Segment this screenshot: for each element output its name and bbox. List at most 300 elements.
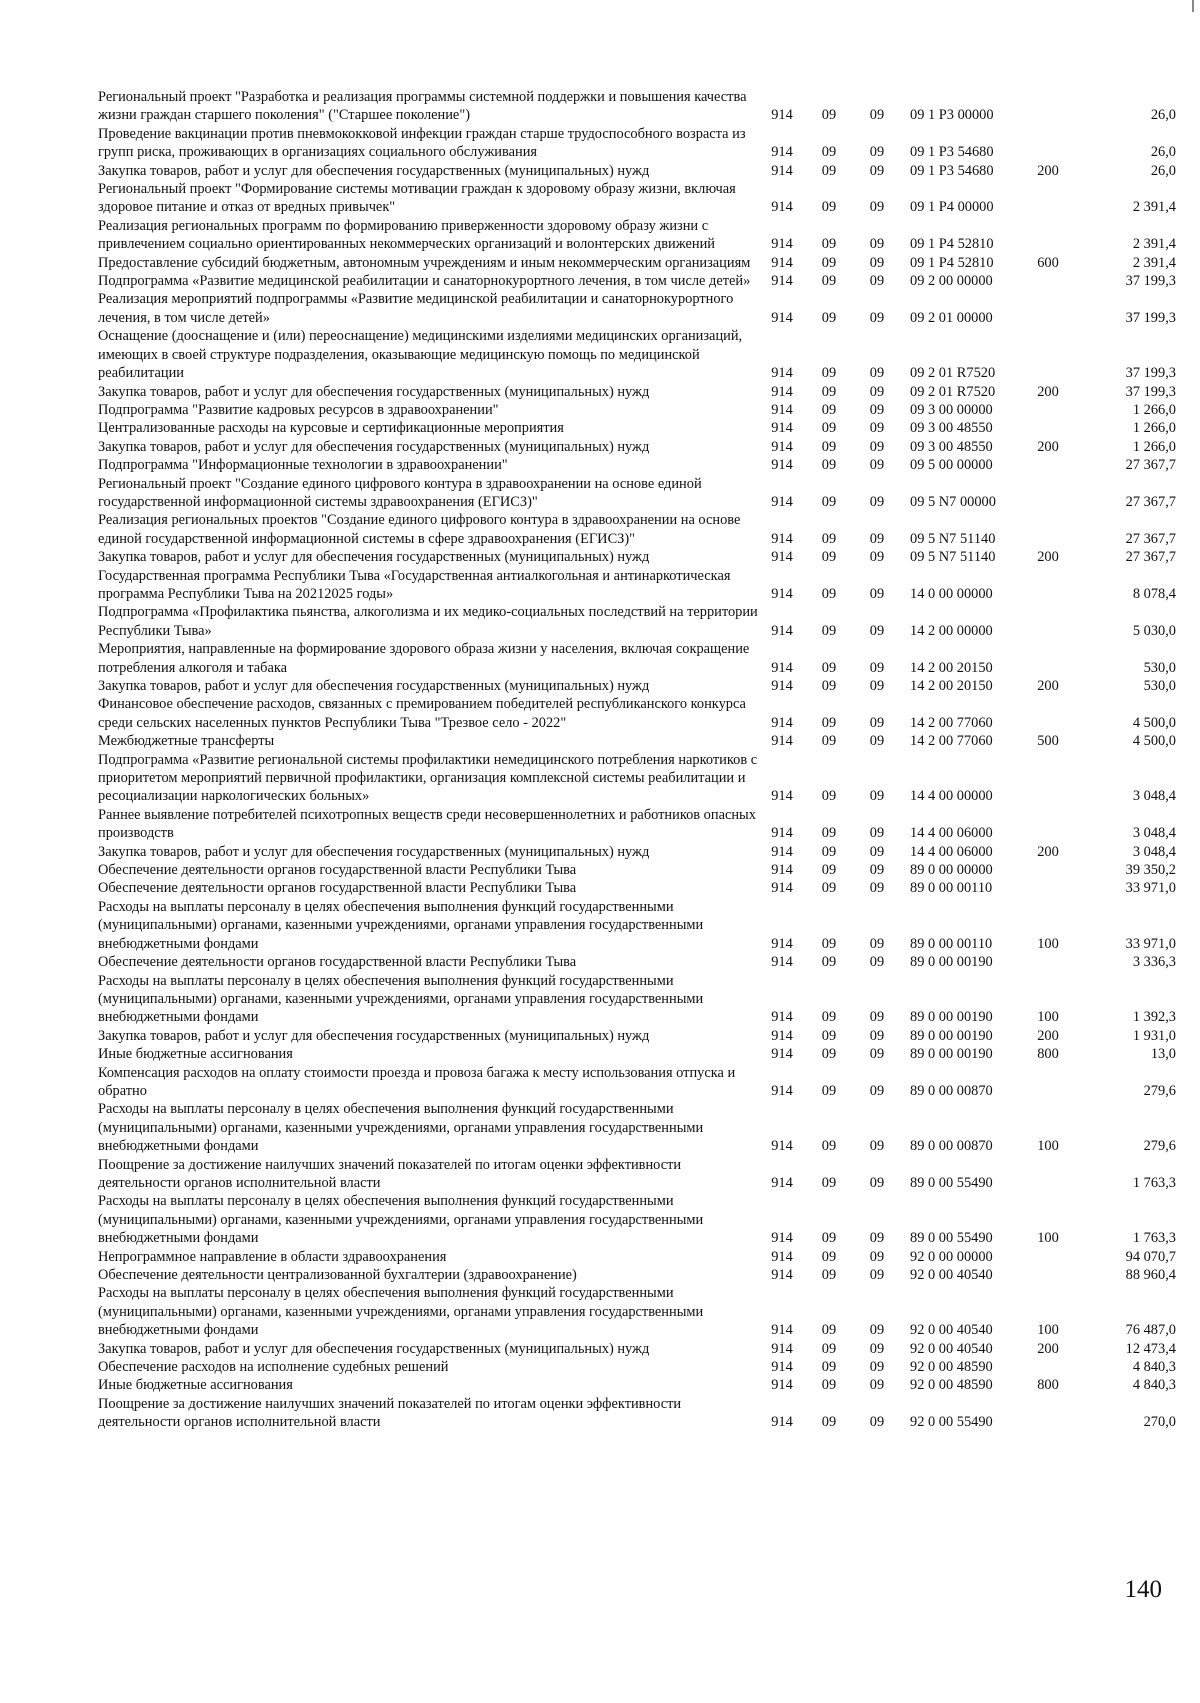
row-admin-code: 914 xyxy=(771,549,793,566)
row-target-article-code: 14 2 00 20150 xyxy=(910,659,993,676)
row-name: Расходы на выплаты персоналу в целях обеспечения выполнения функций государственными (муниципальными) органами, казенными учреждениями, органами управления государственными внебюджетными фондами xyxy=(98,898,704,952)
row-target-article-code: 89 0 00 00190 xyxy=(910,954,993,971)
row-name: Расходы на выплаты персоналу в целях обеспечения выполнения функций государственными (муниципальными) органами, казенными учреждениями, органами управления государственными внебюджетными фондами xyxy=(98,972,704,1026)
row-expense-type-code: 100 xyxy=(1037,1230,1059,1247)
row-amount: 37 199,3 xyxy=(1125,383,1176,400)
row-subsection-code: 09 xyxy=(869,1009,885,1026)
row-section-code: 09 xyxy=(821,714,837,731)
row-target-article-code: 09 2 01 R7520 xyxy=(910,365,996,382)
row-amount: 3 336,3 xyxy=(1132,954,1176,971)
row-section-code: 09 xyxy=(821,530,837,547)
table-row xyxy=(98,217,1176,254)
row-admin-code: 914 xyxy=(771,788,793,805)
row-name: Иные бюджетные ассигнования xyxy=(98,1046,293,1063)
row-expense-type-code xyxy=(1028,1064,1068,1101)
table-row xyxy=(98,1045,1176,1063)
row-admin-code: 914 xyxy=(771,236,793,253)
row-expense-type-code: 200 xyxy=(1037,678,1059,694)
table-row xyxy=(98,438,1176,456)
row-admin-code: 914 xyxy=(771,1009,793,1026)
row-section-code: 09 xyxy=(821,1414,837,1431)
row-admin-code: 914 xyxy=(771,733,793,750)
row-section-code: 09 xyxy=(821,1230,837,1247)
row-target-article-code: 89 0 00 00870 xyxy=(910,1082,993,1099)
table-row xyxy=(98,162,1176,180)
table-row xyxy=(98,272,1176,290)
budget-table-body xyxy=(98,88,1176,1432)
row-target-article-code: 09 5 N7 51140 xyxy=(910,530,996,547)
row-target-article-code: 89 0 00 00190 xyxy=(910,1027,993,1044)
row-amount: 1 266,0 xyxy=(1132,401,1176,418)
row-target-article-code: 09 1 P4 52810 xyxy=(910,236,994,253)
row-section-code: 09 xyxy=(821,309,837,326)
row-section-code: 09 xyxy=(821,678,837,694)
row-subsection-code: 09 xyxy=(869,1046,885,1063)
row-target-article-code: 14 2 00 00000 xyxy=(910,622,993,639)
row-subsection-code: 09 xyxy=(869,1082,885,1099)
row-section-code: 09 xyxy=(821,236,837,253)
row-admin-code: 914 xyxy=(771,1027,793,1044)
row-expense-type-code xyxy=(1028,567,1068,604)
row-admin-code: 914 xyxy=(771,1046,793,1063)
row-name: Реализация региональных проектов "Создание единого цифрового контура в здравоохранении на основе единой государственной информационной системы в сфере здравоохранения (ЕГИСЗ)" xyxy=(98,512,741,547)
row-amount: 1 266,0 xyxy=(1132,438,1176,455)
row-admin-code: 914 xyxy=(771,1174,793,1191)
row-admin-code: 914 xyxy=(771,1230,793,1247)
row-expense-type-code: 100 xyxy=(1037,935,1059,952)
row-name: Обеспечение деятельности органов государственной власти Республики Тыва xyxy=(98,954,577,971)
row-section-code: 09 xyxy=(821,107,837,124)
row-section-code: 09 xyxy=(821,733,837,750)
row-expense-type-code xyxy=(1028,879,1068,897)
row-expense-type-code xyxy=(1028,1266,1068,1284)
row-subsection-code: 09 xyxy=(869,1322,885,1339)
row-name: Подпрограмма "Информационные технологии в здравоохранении" xyxy=(98,457,508,474)
row-subsection-code: 09 xyxy=(869,530,885,547)
table-row xyxy=(98,843,1176,861)
row-subsection-code: 09 xyxy=(869,1174,885,1191)
budget-table xyxy=(98,88,1176,1432)
row-section-code: 09 xyxy=(821,880,837,897)
row-expense-type-code xyxy=(1028,751,1068,806)
row-amount: 1 763,3 xyxy=(1132,1174,1176,1191)
row-expense-type-code xyxy=(1028,1395,1068,1432)
row-admin-code: 914 xyxy=(771,1340,793,1357)
row-admin-code: 914 xyxy=(771,254,793,271)
row-section-code: 09 xyxy=(821,457,837,474)
row-target-article-code: 09 2 00 00000 xyxy=(910,273,993,290)
table-row xyxy=(98,1395,1176,1432)
row-section-code: 09 xyxy=(821,144,837,161)
row-admin-code: 914 xyxy=(771,365,793,382)
row-name: Реализация региональных программ по формированию приверженности здоровому образу жизни с привлечением социально ориентированных некоммерческих организаций и волонтерских движений xyxy=(98,217,715,253)
row-name: Закупка товаров, работ и услуг для обеспечения государственных (муниципальных) нужд xyxy=(98,678,650,694)
table-row xyxy=(98,1100,1176,1155)
table-row xyxy=(98,475,1176,512)
row-section-code: 09 xyxy=(821,954,837,971)
row-section-code: 09 xyxy=(821,401,837,418)
row-expense-type-code: 200 xyxy=(1037,438,1059,455)
row-subsection-code: 09 xyxy=(869,935,885,952)
row-expense-type-code xyxy=(1028,475,1068,512)
row-subsection-code: 09 xyxy=(869,714,885,731)
row-name: Поощрение за достижение наилучших значений показателей по итогам оценки эффективности деятельности органов исполнительной власти xyxy=(98,1395,682,1431)
row-admin-code: 914 xyxy=(771,862,793,879)
row-admin-code: 914 xyxy=(771,493,793,510)
row-name: Закупка товаров, работ и услуг для обеспечения государственных (муниципальных) нужд xyxy=(98,438,650,455)
row-amount: 1 763,3 xyxy=(1132,1230,1176,1247)
row-section-code: 09 xyxy=(821,862,837,879)
row-name: Межбюджетные трансферты xyxy=(98,733,275,750)
row-target-article-code: 89 0 00 00110 xyxy=(910,935,993,952)
row-name: Непрограммное направление в области здравоохранения xyxy=(98,1248,447,1265)
row-admin-code: 914 xyxy=(771,420,793,437)
table-row xyxy=(98,972,1176,1027)
row-section-code: 09 xyxy=(821,1082,837,1099)
row-amount: 12 473,4 xyxy=(1125,1340,1176,1357)
row-amount: 37 199,3 xyxy=(1125,273,1176,290)
row-target-article-code: 14 2 00 20150 xyxy=(910,678,993,694)
table-row xyxy=(98,1027,1176,1045)
row-name: Расходы на выплаты персоналу в целях обеспечения выполнения функций государственными (муниципальными) органами, казенными учреждениями, органами управления государственными внебюджетными фондами xyxy=(98,1101,704,1155)
row-name: Региональный проект "Создание единого цифрового контура в здравоохранении на основе единой государственной информационной системы здравоохранения (ЕГИСЗ)" xyxy=(98,475,702,510)
table-row xyxy=(98,1376,1176,1394)
row-subsection-code: 09 xyxy=(869,107,885,124)
row-expense-type-code xyxy=(1028,272,1068,290)
row-target-article-code: 09 1 P4 52810 xyxy=(910,254,994,271)
row-admin-code: 914 xyxy=(771,383,793,400)
row-admin-code: 914 xyxy=(771,401,793,418)
table-row xyxy=(98,1192,1176,1247)
row-subsection-code: 09 xyxy=(869,199,885,216)
row-name: Обеспечение деятельности централизованной бухгалтерии (здравоохранение) xyxy=(98,1267,577,1283)
row-name: Региональный проект "Разработка и реализация программы системной поддержки и повышения качества жизни граждан старшего поколения" ("Старшее поколение") xyxy=(98,89,747,124)
table-row xyxy=(98,861,1176,879)
row-amount: 2 391,4 xyxy=(1132,254,1176,271)
row-name: Закупка товаров, работ и услуг для обеспечения государственных (муниципальных) нужд xyxy=(98,162,650,179)
row-amount: 4 500,0 xyxy=(1132,733,1176,750)
row-expense-type-code: 100 xyxy=(1037,1138,1059,1155)
table-row xyxy=(98,180,1176,217)
row-name: Подпрограмма «Профилактика пьянства, алкоголизма и их медико-социальных последствий на территории Республики Тыва» xyxy=(98,604,758,639)
row-expense-type-code xyxy=(1028,401,1068,419)
row-name: Закупка товаров, работ и услуг для обеспечения государственных (муниципальных) нужд xyxy=(98,1340,650,1357)
row-admin-code: 914 xyxy=(771,1414,793,1431)
row-amount: 1 266,0 xyxy=(1132,420,1176,437)
row-target-article-code: 89 0 00 00870 xyxy=(910,1138,993,1155)
row-amount: 3 048,4 xyxy=(1132,825,1176,842)
row-name: Региональный проект "Формирование системы мотивации граждан к здоровому образу жизни, включая здоровое питание и отказ от вредных привычек" xyxy=(98,181,736,216)
row-amount: 2 391,4 xyxy=(1132,199,1176,216)
row-name: Подпрограмма "Развитие кадровых ресурсов в здравоохранении" xyxy=(98,401,499,418)
table-row xyxy=(98,640,1176,677)
row-target-article-code: 92 0 00 40540 xyxy=(910,1322,993,1339)
row-admin-code: 914 xyxy=(771,107,793,124)
row-admin-code: 914 xyxy=(771,1082,793,1099)
row-target-article-code: 09 1 P3 54680 xyxy=(910,162,994,179)
row-subsection-code: 09 xyxy=(869,236,885,253)
row-target-article-code: 92 0 00 00000 xyxy=(910,1248,993,1265)
row-expense-type-code: 200 xyxy=(1037,383,1059,400)
table-row xyxy=(98,254,1176,272)
row-subsection-code: 09 xyxy=(869,659,885,676)
row-subsection-code: 09 xyxy=(869,144,885,161)
row-name: Мероприятия, направленные на формирование здорового образа жизни у населения, включая сокращение потребления алкоголя и табака xyxy=(98,641,750,676)
row-subsection-code: 09 xyxy=(869,457,885,474)
row-amount: 3 048,4 xyxy=(1132,788,1176,805)
row-name: Проведение вакцинации против пневмококковой инфекции граждан старше трудоспособного возраста из групп риска, проживающих в организациях социального обслуживания xyxy=(98,125,746,161)
row-expense-type-code: 200 xyxy=(1037,162,1059,179)
row-amount: 270,0 xyxy=(1143,1414,1176,1431)
row-subsection-code: 09 xyxy=(869,1248,885,1265)
row-subsection-code: 09 xyxy=(869,365,885,382)
row-section-code: 09 xyxy=(821,199,837,216)
table-row xyxy=(98,603,1176,640)
table-row xyxy=(98,695,1176,732)
row-amount: 4 500,0 xyxy=(1132,714,1176,731)
row-expense-type-code xyxy=(1028,640,1068,677)
row-admin-code: 914 xyxy=(771,1267,793,1283)
row-section-code: 09 xyxy=(821,1359,837,1376)
row-subsection-code: 09 xyxy=(869,825,885,842)
row-section-code: 09 xyxy=(821,1340,837,1357)
row-name: Подпрограмма «Развитие медицинской реабилитации и санаторнокурортного лечения, в том числе детей» xyxy=(98,273,751,290)
row-amount: 27 367,7 xyxy=(1125,530,1176,547)
row-section-code: 09 xyxy=(821,1377,837,1394)
row-name: Подпрограмма «Развитие региональной системы профилактики немедицинского потребления наркотиков с приоритетом мероприятий первичной профилактики, организация комплексной системы реабилитации и ресоциализации наркологических больных» xyxy=(98,751,758,805)
row-section-code: 09 xyxy=(821,1009,837,1026)
row-expense-type-code xyxy=(1028,1358,1068,1376)
table-row xyxy=(98,567,1176,604)
row-amount: 33 971,0 xyxy=(1125,880,1176,897)
scan-artifact xyxy=(1192,0,1194,12)
table-row xyxy=(98,1248,1176,1266)
row-section-code: 09 xyxy=(821,549,837,566)
row-admin-code: 914 xyxy=(771,714,793,731)
row-target-article-code: 89 0 00 00190 xyxy=(910,1009,993,1026)
table-row xyxy=(98,953,1176,971)
row-subsection-code: 09 xyxy=(869,1340,885,1357)
row-name: Реализация мероприятий подпрограммы «Развитие медицинской реабилитации и санаторнокурортного лечения, в том числе детей» xyxy=(98,291,734,326)
row-expense-type-code: 600 xyxy=(1037,254,1059,271)
row-amount: 88 960,4 xyxy=(1125,1267,1176,1283)
row-admin-code: 914 xyxy=(771,1377,793,1394)
table-row xyxy=(98,1340,1176,1358)
row-expense-type-code xyxy=(1028,806,1068,843)
row-target-article-code: 14 2 00 77060 xyxy=(910,714,993,731)
row-expense-type-code xyxy=(1028,327,1068,382)
row-section-code: 09 xyxy=(821,1322,837,1339)
row-admin-code: 914 xyxy=(771,1248,793,1265)
row-section-code: 09 xyxy=(821,162,837,179)
row-subsection-code: 09 xyxy=(869,788,885,805)
row-admin-code: 914 xyxy=(771,438,793,455)
table-row xyxy=(98,290,1176,327)
row-subsection-code: 09 xyxy=(869,862,885,879)
row-target-article-code: 89 0 00 55490 xyxy=(910,1174,993,1191)
row-subsection-code: 09 xyxy=(869,1414,885,1431)
row-target-article-code: 14 4 00 06000 xyxy=(910,825,993,842)
row-subsection-code: 09 xyxy=(869,1359,885,1376)
table-row xyxy=(98,548,1176,566)
row-section-code: 09 xyxy=(821,843,837,860)
row-target-article-code: 92 0 00 40540 xyxy=(910,1267,993,1283)
row-name: Обеспечение деятельности органов государственной власти Республики Тыва xyxy=(98,880,577,897)
row-name: Компенсация расходов на оплату стоимости проезда и провоза багажа к месту использования отпуска и обратно xyxy=(98,1064,736,1099)
row-admin-code: 914 xyxy=(771,935,793,952)
row-expense-type-code: 100 xyxy=(1037,1322,1059,1339)
row-expense-type-code xyxy=(1028,290,1068,327)
table-row xyxy=(98,898,1176,953)
row-amount: 279,6 xyxy=(1143,1082,1176,1099)
row-subsection-code: 09 xyxy=(869,585,885,602)
table-row xyxy=(98,732,1176,750)
row-admin-code: 914 xyxy=(771,162,793,179)
row-amount: 530,0 xyxy=(1143,678,1176,694)
row-name: Расходы на выплаты персоналу в целях обеспечения выполнения функций государственными (муниципальными) органами, казенными учреждениями, органами управления государственными внебюджетными фондами xyxy=(98,1193,704,1247)
row-amount: 4 840,3 xyxy=(1132,1377,1176,1394)
table-row xyxy=(98,1284,1176,1339)
row-section-code: 09 xyxy=(821,493,837,510)
row-name: Оснащение (дооснащение и (или) переоснащение) медицинскими изделиями медицинских организаций, имеющих в своей структуре подразделения, оказывающие медицинскую помощь по медицинской реабилитации xyxy=(98,328,743,382)
row-name: Иные бюджетные ассигнования xyxy=(98,1377,293,1394)
row-subsection-code: 09 xyxy=(869,880,885,897)
row-section-code: 09 xyxy=(821,1027,837,1044)
row-subsection-code: 09 xyxy=(869,273,885,290)
row-target-article-code: 09 3 00 48550 xyxy=(910,420,993,437)
table-row xyxy=(98,125,1176,162)
row-expense-type-code xyxy=(1028,511,1068,548)
row-subsection-code: 09 xyxy=(869,843,885,860)
row-target-article-code: 14 4 00 00000 xyxy=(910,788,993,805)
row-admin-code: 914 xyxy=(771,954,793,971)
row-name: Централизованные расходы на курсовые и сертификационные мероприятия xyxy=(98,420,564,437)
row-name: Закупка товаров, работ и услуг для обеспечения государственных (муниципальных) нужд xyxy=(98,843,650,860)
row-amount: 33 971,0 xyxy=(1125,935,1176,952)
row-expense-type-code xyxy=(1028,1156,1068,1193)
row-name: Государственная программа Республики Тыва «Государственная антиалкогольная и антинаркотическая программа Республики Тыва на 20212025 годы» xyxy=(98,567,731,602)
row-section-code: 09 xyxy=(821,438,837,455)
row-amount: 39 350,2 xyxy=(1125,862,1176,879)
table-row xyxy=(98,327,1176,382)
row-target-article-code: 09 1 P4 00000 xyxy=(910,199,994,216)
row-admin-code: 914 xyxy=(771,678,793,694)
row-expense-type-code xyxy=(1028,125,1068,162)
row-amount: 37 199,3 xyxy=(1125,365,1176,382)
row-subsection-code: 09 xyxy=(869,622,885,639)
row-amount: 27 367,7 xyxy=(1125,549,1176,566)
row-subsection-code: 09 xyxy=(869,438,885,455)
row-subsection-code: 09 xyxy=(869,1138,885,1155)
row-expense-type-code xyxy=(1028,180,1068,217)
row-expense-type-code: 100 xyxy=(1037,1009,1059,1026)
table-row xyxy=(98,511,1176,548)
row-expense-type-code: 800 xyxy=(1037,1377,1059,1394)
row-expense-type-code: 200 xyxy=(1037,1027,1059,1044)
row-section-code: 09 xyxy=(821,1267,837,1283)
row-amount: 26,0 xyxy=(1150,144,1176,161)
row-subsection-code: 09 xyxy=(869,678,885,694)
row-admin-code: 914 xyxy=(771,457,793,474)
row-subsection-code: 09 xyxy=(869,254,885,271)
row-section-code: 09 xyxy=(821,825,837,842)
row-admin-code: 914 xyxy=(771,880,793,897)
table-row xyxy=(98,1064,1176,1101)
row-target-article-code: 89 0 00 00110 xyxy=(910,880,993,897)
row-expense-type-code xyxy=(1028,953,1068,971)
row-amount: 26,0 xyxy=(1150,162,1176,179)
row-admin-code: 914 xyxy=(771,843,793,860)
row-section-code: 09 xyxy=(821,273,837,290)
row-subsection-code: 09 xyxy=(869,420,885,437)
row-amount: 94 070,7 xyxy=(1125,1248,1176,1265)
row-name: Расходы на выплаты персоналу в целях обеспечения выполнения функций государственными (муниципальными) органами, казенными учреждениями, органами управления государственными внебюджетными фондами xyxy=(98,1285,704,1339)
table-row xyxy=(98,456,1176,474)
row-subsection-code: 09 xyxy=(869,733,885,750)
row-target-article-code: 09 5 00 00000 xyxy=(910,457,993,474)
table-row xyxy=(98,419,1176,437)
row-admin-code: 914 xyxy=(771,659,793,676)
row-target-article-code: 89 0 00 55490 xyxy=(910,1230,993,1247)
row-subsection-code: 09 xyxy=(869,954,885,971)
row-amount: 2 391,4 xyxy=(1132,236,1176,253)
row-section-code: 09 xyxy=(821,1046,837,1063)
row-amount: 76 487,0 xyxy=(1125,1322,1176,1339)
row-target-article-code: 09 5 N7 00000 xyxy=(910,493,996,510)
row-expense-type-code xyxy=(1028,695,1068,732)
table-row xyxy=(98,879,1176,897)
row-name: Обеспечение расходов на исполнение судебных решений xyxy=(98,1359,449,1376)
row-amount: 27 367,7 xyxy=(1125,457,1176,474)
table-row xyxy=(98,401,1176,419)
row-subsection-code: 09 xyxy=(869,549,885,566)
row-name: Финансовое обеспечение расходов, связанных с премированием победителей республиканского конкурса среди сельских населенных пунктов Республики Тыва "Трезвое село - 2022" xyxy=(98,696,746,731)
row-subsection-code: 09 xyxy=(869,1267,885,1283)
row-section-code: 09 xyxy=(821,585,837,602)
row-expense-type-code: 200 xyxy=(1037,549,1059,566)
row-expense-type-code: 200 xyxy=(1037,1340,1059,1357)
row-name: Предоставление субсидий бюджетным, автономным учреждениям и иным некоммерческим организациям xyxy=(98,254,751,271)
row-expense-type-code xyxy=(1028,603,1068,640)
table-row xyxy=(98,677,1176,695)
row-name: Поощрение за достижение наилучших значений показателей по итогам оценки эффективности деятельности органов исполнительной власти xyxy=(98,1156,682,1191)
row-expense-type-code: 500 xyxy=(1037,733,1059,750)
table-row xyxy=(98,1156,1176,1193)
row-subsection-code: 09 xyxy=(869,1377,885,1394)
row-admin-code: 914 xyxy=(771,622,793,639)
row-admin-code: 914 xyxy=(771,1138,793,1155)
table-row xyxy=(98,806,1176,843)
row-target-article-code: 89 0 00 00000 xyxy=(910,862,993,879)
row-expense-type-code xyxy=(1028,419,1068,437)
row-section-code: 09 xyxy=(821,254,837,271)
row-target-article-code: 92 0 00 40540 xyxy=(910,1340,993,1357)
row-admin-code: 914 xyxy=(771,825,793,842)
row-section-code: 09 xyxy=(821,659,837,676)
row-expense-type-code: 800 xyxy=(1037,1046,1059,1063)
row-target-article-code: 09 2 01 00000 xyxy=(910,309,993,326)
row-amount: 5 030,0 xyxy=(1132,622,1176,639)
row-expense-type-code xyxy=(1028,217,1068,254)
row-subsection-code: 09 xyxy=(869,493,885,510)
table-row xyxy=(98,1266,1176,1284)
row-amount: 1 392,3 xyxy=(1132,1009,1176,1026)
row-expense-type-code: 200 xyxy=(1037,843,1059,860)
row-subsection-code: 09 xyxy=(869,1027,885,1044)
row-target-article-code: 09 1 P3 00000 xyxy=(910,107,994,124)
row-admin-code: 914 xyxy=(771,1359,793,1376)
row-section-code: 09 xyxy=(821,383,837,400)
